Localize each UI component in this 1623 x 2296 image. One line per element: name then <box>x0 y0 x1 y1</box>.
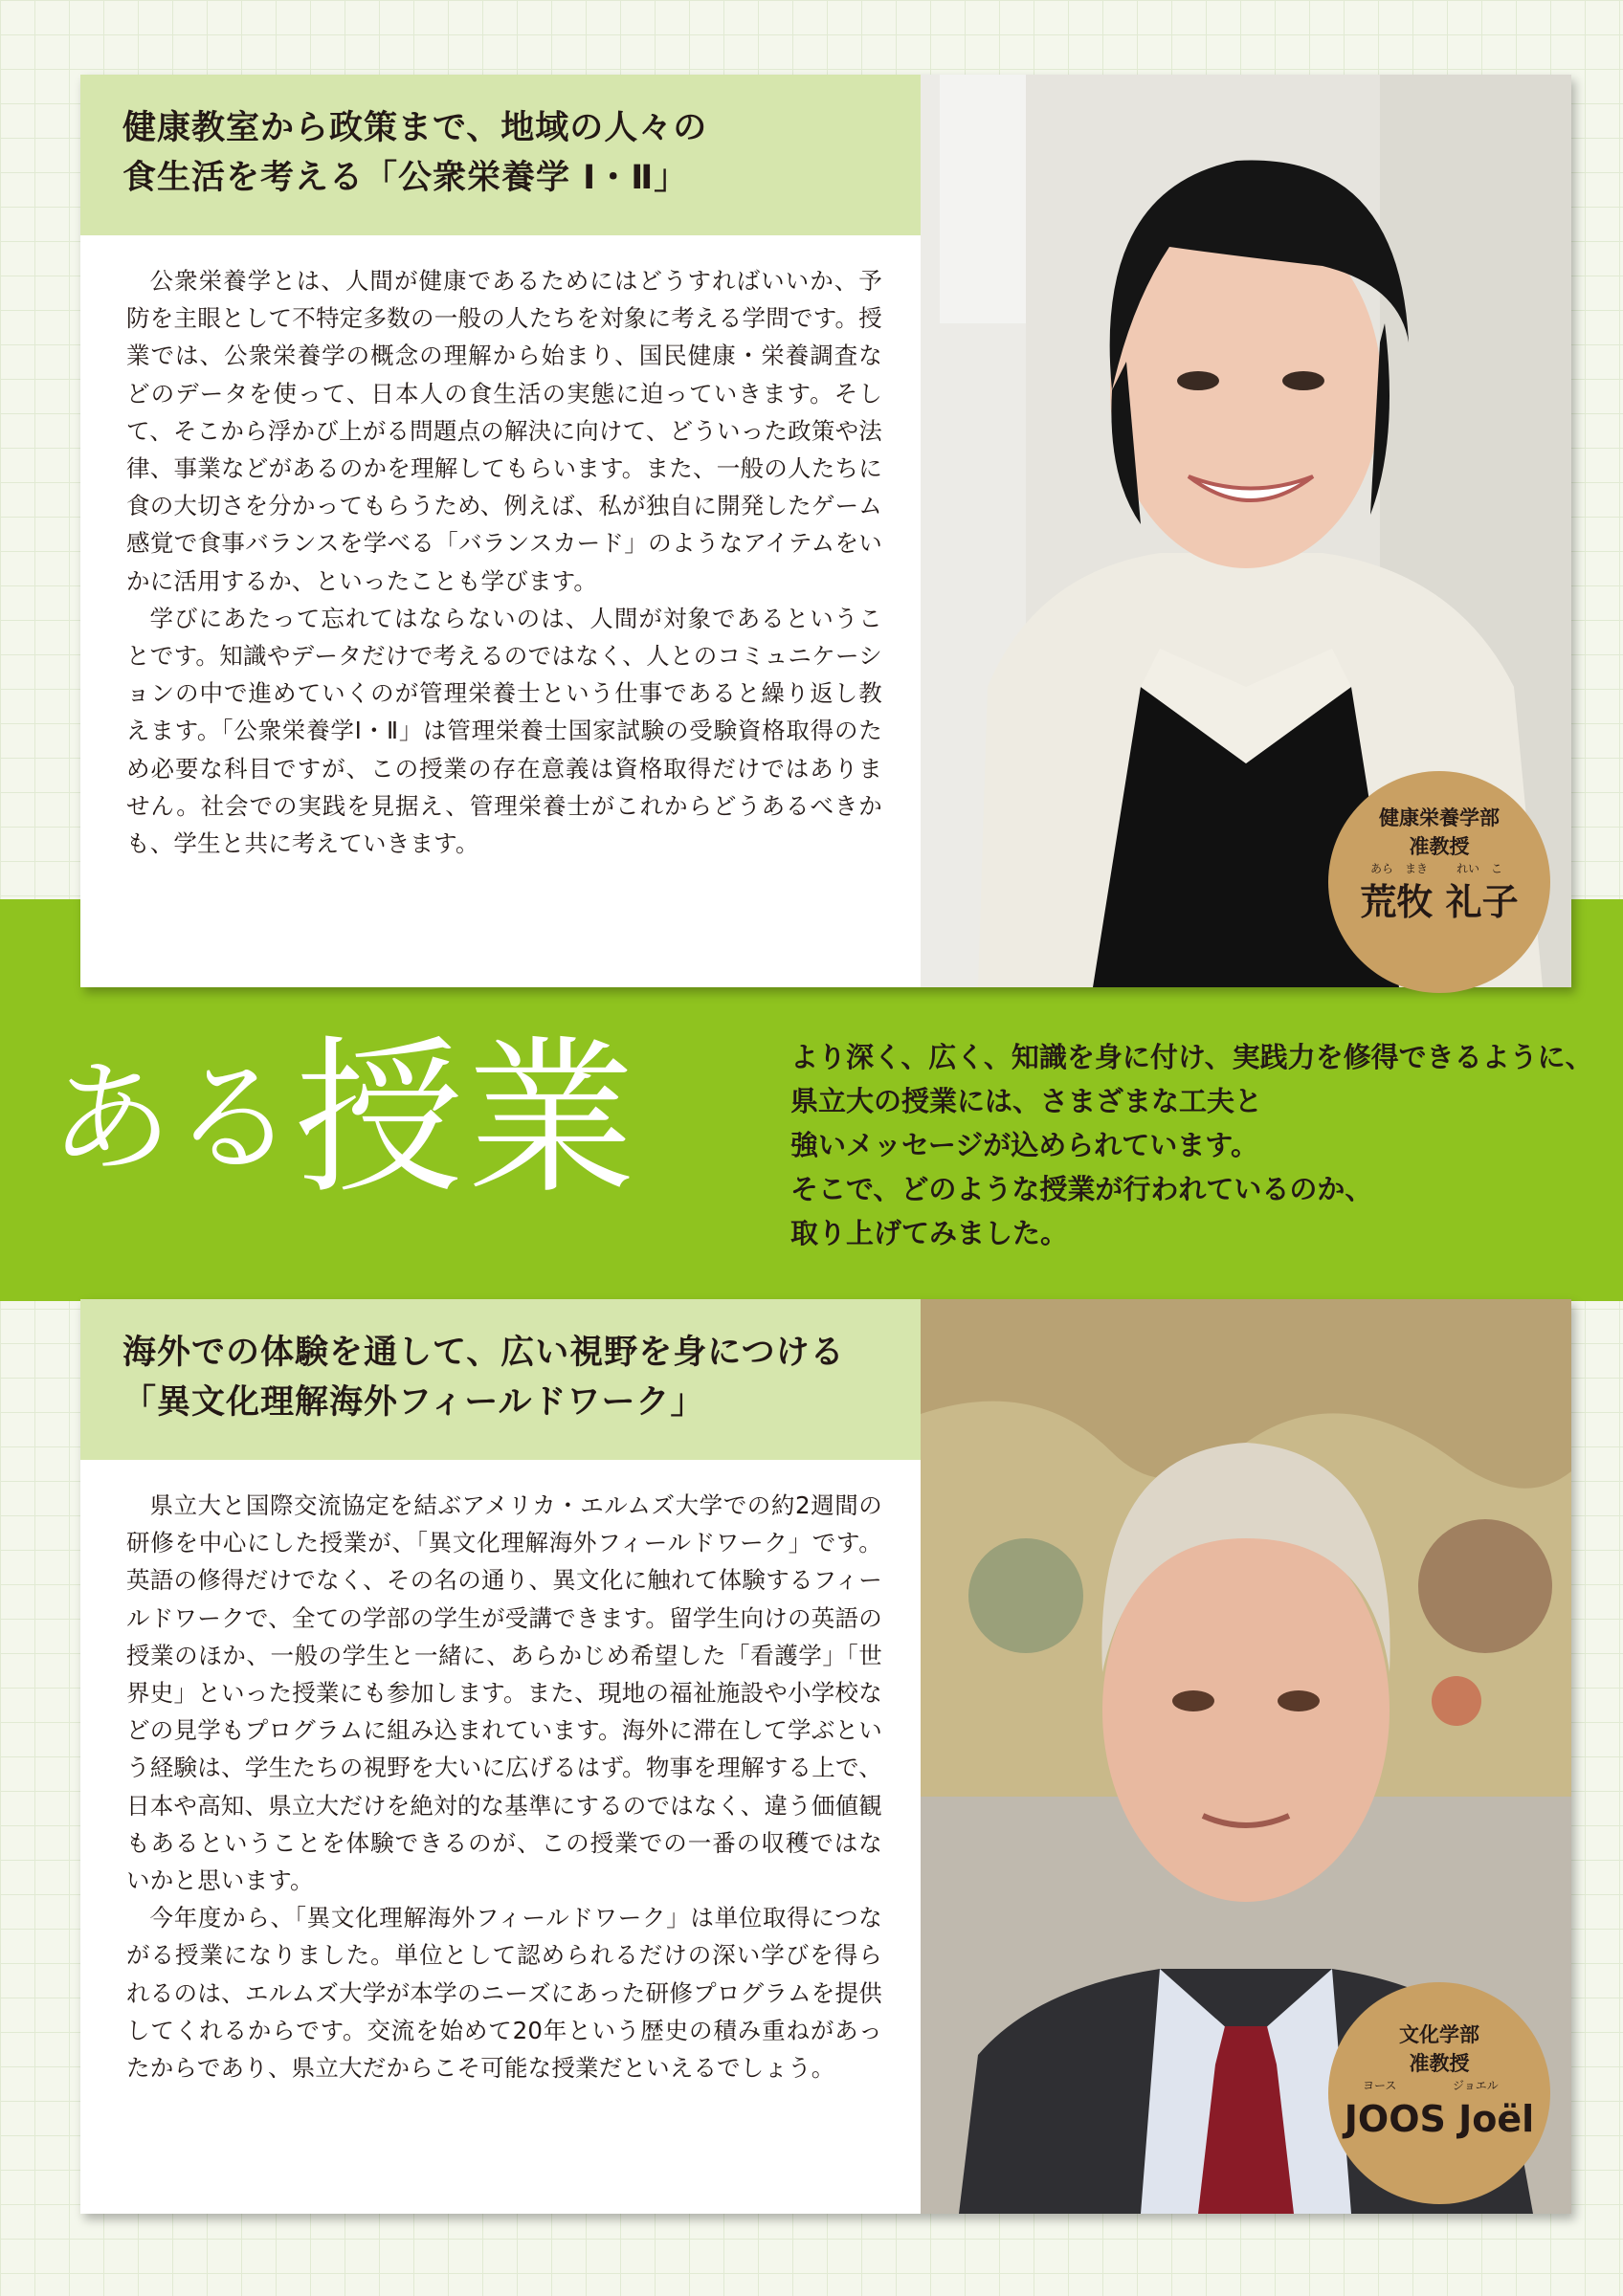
feature-title <box>50 1021 640 1217</box>
feature-title-small: ある <box>50 1048 296 1190</box>
intro-line: より深く、広く、知識を身に付け、実践力を修得できるように、 <box>790 1041 1593 1073</box>
paragraph: 県立大と国際交流協定を結ぶアメリカ・エルムズ大学での約2週間の研修を中心にした授業が、「異文化理解海外フィールドワーク」です。英語の修得だけでなく、その名の通り、異文化に触れて体験するフィールドワークで、全ての学部の学生が受講できます。留学生向けの英語の授業のほか、一般の学生と一緒に、あらかじめ希望した「看護学」「世界史」といった授業にも参加します。また、現地の福祉施設や小学校などの見学もプログラムに組み込まれています。海外に滞在して学ぶという経験は、学生たちの視野を大いに広げるはず。物事を理解する上で、日本や高知、県立大だけを絶対的な基準にするのではなく、違う価値観もあるということを体験できるのが、この授業での一番の収穫ではないかと思います。 <box>126 1491 882 1895</box>
name-ruby <box>1328 861 1550 880</box>
position-label: 准教授 <box>1409 2052 1470 2075</box>
name-ruby <box>1328 2078 1550 2097</box>
article-header <box>80 75 921 235</box>
article-body <box>126 262 882 862</box>
professor-badge-aramaki <box>1328 771 1550 993</box>
department-label: 文化学部 <box>1399 2023 1479 2046</box>
feature-title-large: 授業 <box>295 1021 640 1217</box>
intro-line: 県立大の授業には、さまざまな工夫と <box>790 1085 1263 1117</box>
paragraph: 学びにあたって忘れてはならないのは、人間が対象であるということです。知識やデータだけで考えるのではなく、人とのコミュニケーションの中で進めていくのが管理栄養士という仕事であると繰り返し教えます。「公衆栄養学Ⅰ・Ⅱ」は管理栄養士国家試験の受験資格取得のため必要な科目ですが、この授業の存在意義は資格取得だけではありません。社会での実践を見据え、管理栄養士がこれからどうあるべきかも、学生と共に考えていきます。 <box>126 604 882 858</box>
professor-name: 荒牧 礼子 <box>1360 881 1519 923</box>
article-title <box>122 1328 878 1427</box>
article-body <box>126 1487 882 2086</box>
position-label: 准教授 <box>1409 835 1470 858</box>
feature-intro <box>790 1035 1593 1255</box>
ruby-text: まき <box>1405 862 1429 875</box>
paragraph: 公衆栄養学とは、人間が健康であるためにはどうすればいいか、予防を主眼として不特定多数の一般の人たちを対象に考える学問です。授業では、公衆栄養学の概念の理解から始まり、国民健康・栄養調査などのデータを使って、日本人の食生活の実態に迫っていきます。そして、そこから浮かび上がる問題点の解決に向けて、どういった政策や法律、事業などがあるのかを理解してもらいます。また、一般の人たちに食の大切さを分かってもらうため、例えば、私が独自に開発したゲーム感覚で食事バランスを学べる「バランスカード」のようなアイテムをいかに活用するか、といったことも学びます。 <box>126 267 882 595</box>
article-header <box>80 1299 921 1460</box>
title-line: 食生活を考える「公衆栄養学 Ⅰ・Ⅱ」 <box>122 159 689 197</box>
ruby-text: れい <box>1456 862 1480 875</box>
title-line: 海外での体験を通して、広い視野を身につける <box>122 1334 845 1372</box>
intro-line: 強いメッセージが込められています。 <box>790 1129 1258 1161</box>
intro-line: そこで、どのような授業が行われているのか、 <box>790 1173 1373 1205</box>
paragraph: 今年度から、「異文化理解海外フィールドワーク」は単位取得につながる授業になりました。単位として認められるだけの深い学びを得られるのは、エルムズ大学が本学のニーズにあった研修プログラムを提供してくれるからです。交流を始めて20年という歴史の積み重ねがあったからであり、県立大だからこそ可能な授業だといえるでしょう。 <box>126 1904 882 2083</box>
department-label: 健康栄養学部 <box>1379 806 1500 829</box>
title-line: 健康教室から政策まで、地域の人々の <box>122 109 708 147</box>
article-title <box>122 103 878 203</box>
professor-badge-joos <box>1328 1982 1550 2204</box>
ruby-text: こ <box>1491 862 1503 875</box>
intro-line: 取り上げてみました。 <box>790 1217 1069 1249</box>
title-line: 「異文化理解海外フィールドワーク」 <box>122 1383 705 1422</box>
ruby-text: ヨース <box>1363 2079 1397 2092</box>
ruby-text: ジョエル <box>1453 2079 1499 2092</box>
professor-name: JOOS Joël <box>1344 2098 1535 2140</box>
ruby-text: あら <box>1370 862 1394 875</box>
